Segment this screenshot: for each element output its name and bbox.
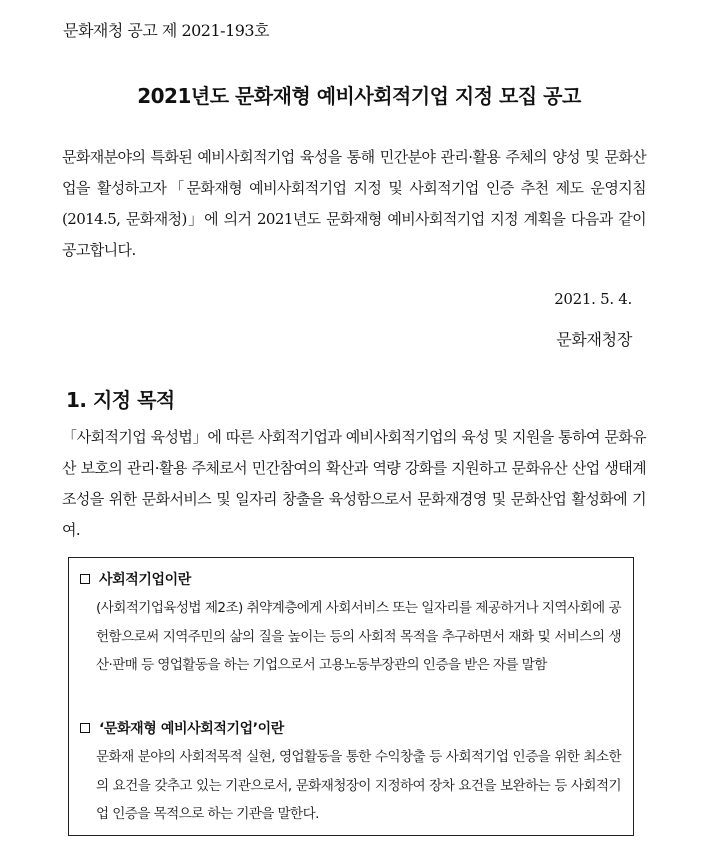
definition-item-social-enterprise	[79, 568, 621, 680]
definition-item-pre-social-enterprise	[79, 717, 621, 829]
checkbox-icon	[80, 723, 90, 733]
definition-text: 문화재 분야의 사회적목적 실현, 영업활동을 통한 수익창출 등 사회적기업 인증을 위한 최소한의 요건을 갖추고 있는 기관으로서, 문화재청장이 지정하여 장차 요건을 보완하는 등 사회적기업 인증을 목적으로 하는 기관을 말한다.	[96, 749, 621, 822]
announcement-date: 2021. 5. 4.	[554, 290, 632, 308]
section-body-purpose: 「사회적기업 육성법」에 따른 사회적기업과 예비사회적기업의 육성 및 지원을 통하여 문화유산 보호의 관리·활용 주체로서 민간참여의 확산과 역량 강화를 지원하고 문화유산 산업 생태계 조성을 위한 문화서비스 및 일자리 창출을 육성함으로서 문화재경영 및 문화산업 활성화에 기여.	[62, 428, 646, 539]
intro-paragraph: 문화재분야의 특화된 예비사회적기업 육성을 통해 민간분야 관리·활용 주체의 양성 및 문화산업을 활성하고자「문화재형 예비사회적기업 지정 및 사회적기업 인증 추천 제도 운영지침(2014.5, 문화재청)」에 의거 2021년도 문화재형 예비사회적기업 지정 계획을 다음과 같이 공고합니다.	[62, 148, 646, 259]
definitions-box	[68, 557, 634, 836]
notice-number: 문화재청 공고 제 2021-193호	[63, 21, 270, 40]
definition-text: (사회적기업육성법 제2조) 취약계층에게 사회서비스 또는 일자리를 제공하거나 지역사회에 공헌함으로써 지역주민의 삶의 질을 높이는 등의 사회적 목적을 추구하면서 재화 및 서비스의 생산·판매 등 영업활동을 하는 기업으로서 고용노동부장관의 인증을 받은 자를 말함	[96, 600, 621, 673]
issuing-organization: 문화재청장	[556, 330, 632, 349]
document-title: 2021년도 문화재형 예비사회적기업 지정 모집 공고	[137, 84, 581, 108]
definition-heading: 사회적기업이란	[99, 572, 191, 588]
section-heading-purpose: 1. 지정 목적	[66, 388, 175, 412]
checkbox-icon	[80, 574, 90, 584]
definition-heading: ‘문화재형 예비사회적기업’이란	[99, 721, 284, 737]
